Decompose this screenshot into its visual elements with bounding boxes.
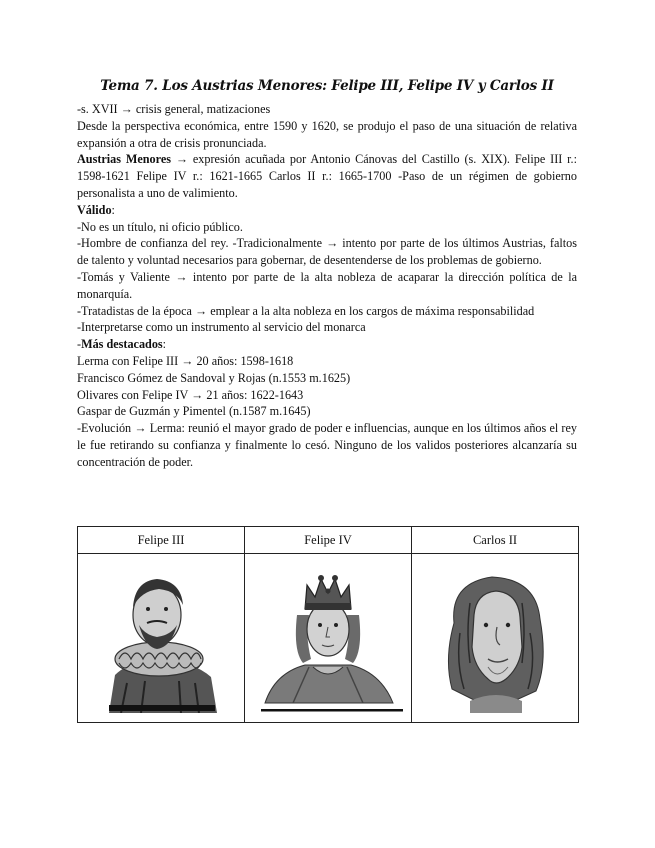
paragraph: -Evolución → Lerma: reunió el mayor grado de poder e influencias, aunque en los últimos años el rey le fue retirando su confianza y finalmente lo cesó. Ninguno de los validos posteriores alcanzaría su concentración de poder. — [77, 421, 577, 469]
cell-carlos-ii — [412, 554, 579, 723]
header-felipe-iv: Felipe IV — [245, 527, 412, 554]
paragraph: Olivares con Felipe IV → 21 años: 1622-1643 — [77, 387, 304, 402]
paragraph — [77, 151, 577, 201]
paragraph-text: - — [77, 337, 82, 352]
paragraph-text: → expresión acuñada por Antonio Cánovas del Castillo (s. XIX). Felipe III r.: 1598-1621 Felipe IV r.: 1621-1665 Carlos II r.: 1665-1700 -Paso de un régimen de gobierno personalista a uno de valimiento. — [77, 152, 577, 200]
paragraph: Desde la perspectiva económica, entre 1590 y 1620, se produjo el paso de una situación de relativa expansión a otra de crisis pronunciada. — [77, 118, 577, 150]
paragraph: Gaspar de Guzmán y Pimentel (n.1587 m.1645) — [77, 404, 311, 419]
paragraph-text: : — [162, 337, 167, 352]
paragraph: -s. XVII → crisis general, matizaciones — [77, 102, 271, 116]
header-carlos-ii: Carlos II — [412, 527, 579, 554]
portrait-felipe-iv — [253, 563, 403, 713]
paragraph: -Tratadistas de la época → emplear a la alta nobleza en los cargos de máxima responsabilidad — [77, 303, 535, 318]
portraits-table — [77, 526, 579, 723]
paragraph: Lerma con Felipe III → 20 años: 1598-1618 — [77, 353, 294, 368]
paragraph — [77, 336, 577, 353]
paragraph: -Interpretarse como un instrumento al servicio del monarca — [77, 320, 366, 335]
document-body — [77, 101, 577, 471]
portrait-carlos-ii — [430, 563, 560, 713]
paragraph — [77, 202, 577, 219]
term-valido: Válido — [77, 202, 112, 217]
portrait-felipe-iii — [101, 563, 221, 713]
document-title: Tema 7. Los Austrias Menores: Felipe III, Felipe IV y Carlos II — [100, 78, 554, 94]
paragraph-text: : — [111, 202, 115, 217]
paragraph: -Hombre de confianza del rey. -Tradicionalmente → intento por parte de los últimos Austrias, faltos de talento y voluntad necesarios para gobernar, de desentenderse de los problemas de gobierno. — [77, 236, 577, 268]
paragraph: -No es un título, ni oficio público. — [77, 219, 243, 234]
term-austrias-menores: Austrias Menores — [77, 152, 171, 167]
cell-felipe-iii — [78, 554, 245, 723]
paragraph: Francisco Gómez de Sandoval y Rojas (n.1553 m.1625) — [77, 370, 351, 385]
cell-felipe-iv — [245, 554, 412, 723]
term-mas-destacados: Más destacados — [81, 337, 163, 352]
header-felipe-iii: Felipe III — [78, 527, 245, 554]
paragraph: -Tomás y Valiente → intento por parte de la alta nobleza de acaparar la dirección política de la monarquía. — [77, 269, 577, 301]
